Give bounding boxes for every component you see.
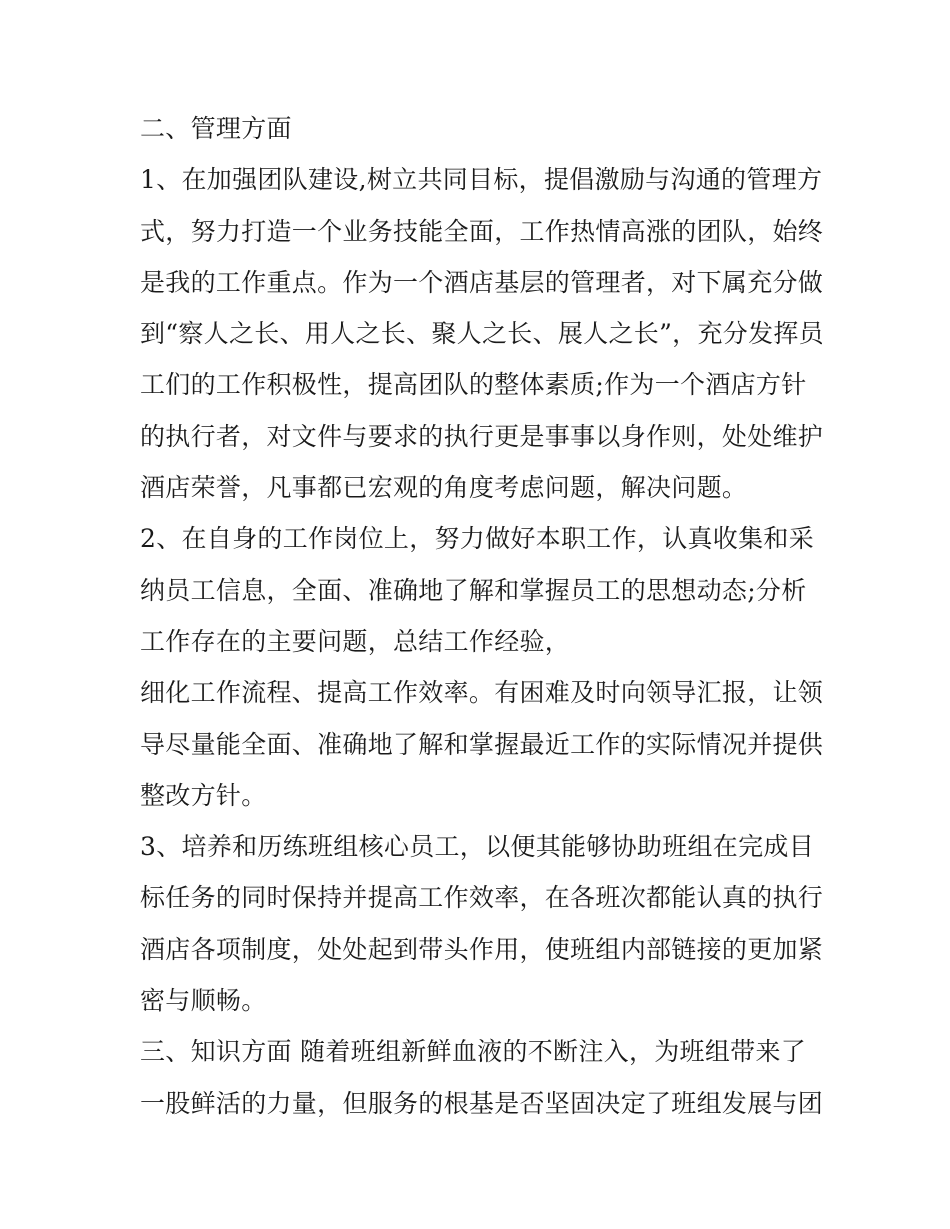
paragraph-line: 纳员工信息，全面、准确地了解和掌握员工的思想动态;分析 bbox=[140, 575, 807, 605]
section-heading-management: 二、管理方面 bbox=[140, 114, 292, 143]
paragraph-line: 整改方针。 bbox=[140, 780, 267, 810]
paragraph-line: 一股鲜活的力量，但服务的根基是否坚固决定了班组发展与团 bbox=[140, 1088, 824, 1118]
paragraph-line: 1、在加强团队建设,树立共同目标，提倡激励与沟通的管理方 bbox=[140, 165, 823, 195]
paragraph-line: 酒店各项制度，处处起到带头作用，使班组内部链接的更加紧 bbox=[140, 934, 824, 964]
paragraph-line: 导尽量能全面、准确地了解和掌握最近工作的实际情况并提供 bbox=[140, 729, 824, 759]
paragraph-line: 的执行者，对文件与要求的执行更是事事以身作则，处处维护 bbox=[140, 421, 824, 451]
paragraph-line: 2、在自身的工作岗位上，努力做好本职工作，认真收集和采 bbox=[140, 524, 815, 554]
paragraph-line: 到“察人之长、用人之长、聚人之长、展人之长”，充分发挥员 bbox=[140, 319, 824, 349]
paragraph-line: 工作存在的主要问题，总结工作经验， bbox=[140, 626, 571, 656]
document-body bbox=[140, 109, 830, 1135]
section-heading-knowledge: 三、知识方面 随着班组新鲜血液的不断注入，为班组带来了 bbox=[140, 1037, 807, 1067]
paragraph-line: 式，努力打造一个业务技能全面，工作热情高涨的团队，始终 bbox=[140, 216, 824, 246]
paragraph-line: 工们的工作积极性，提高团队的整体素质;作为一个酒店方针 bbox=[140, 370, 807, 400]
paragraph-line: 酒店荣誉，凡事都已宏观的角度考虑问题，解决问题。 bbox=[140, 473, 748, 503]
paragraph-line: 标任务的同时保持并提高工作效率，在各班次都能认真的执行 bbox=[140, 883, 824, 913]
paragraph-line: 3、培养和历练班组核心员工，以便其能够协助班组在完成目 bbox=[140, 832, 815, 862]
paragraph-line: 是我的工作重点。作为一个酒店基层的管理者，对下属充分做 bbox=[140, 267, 824, 297]
paragraph-line: 细化工作流程、提高工作效率。有困难及时向领导汇报，让领 bbox=[140, 678, 824, 708]
paragraph-line: 密与顺畅。 bbox=[140, 986, 267, 1016]
